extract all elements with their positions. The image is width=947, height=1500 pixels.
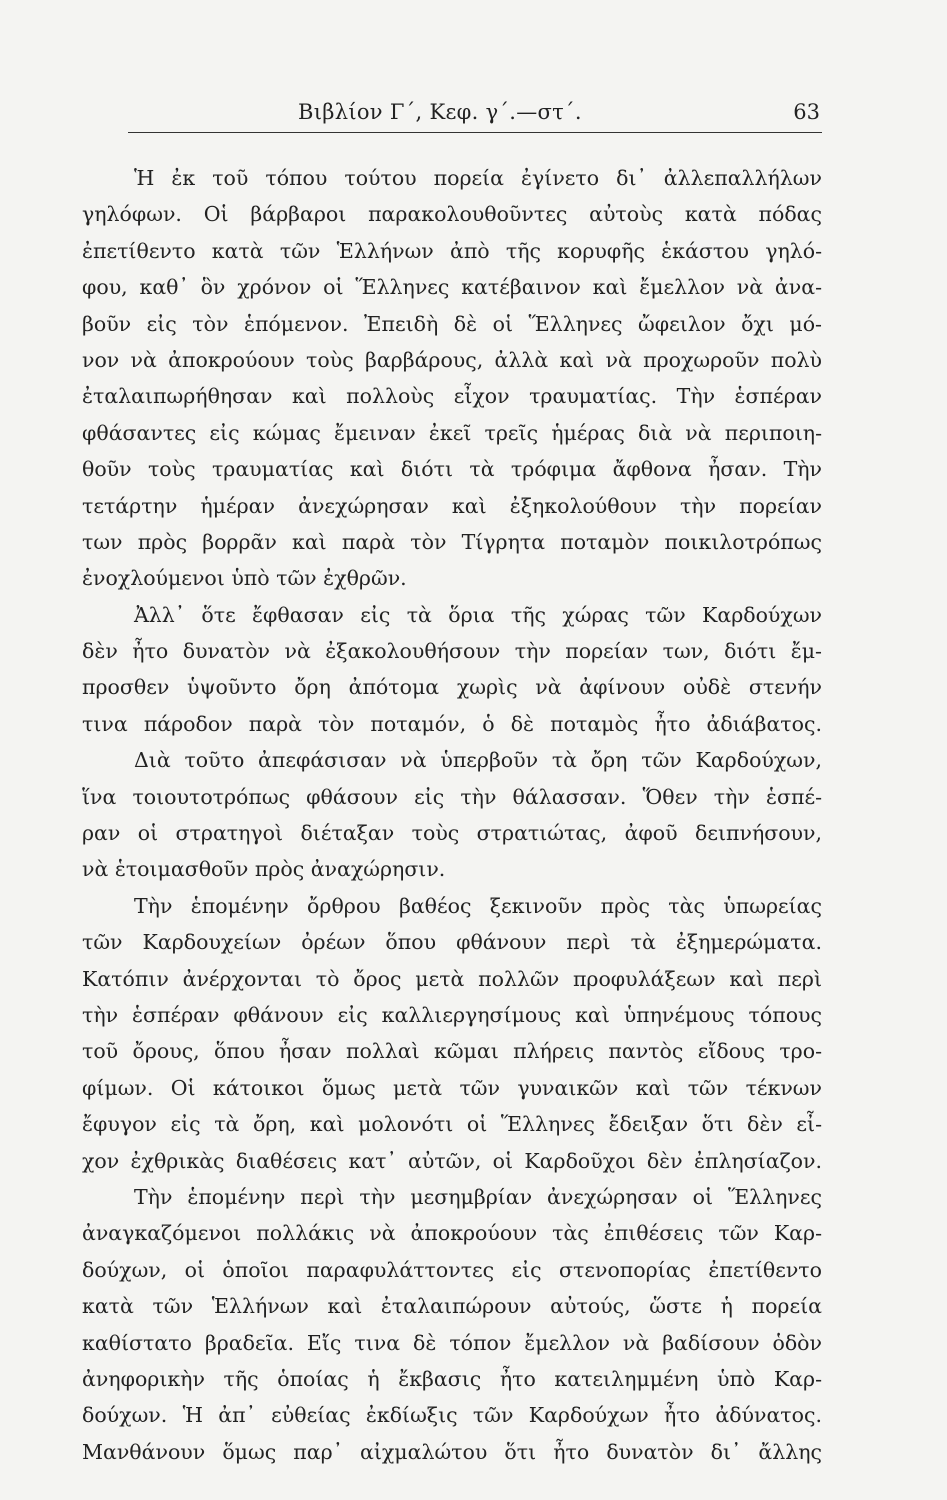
- text-line: ἐπετίθεντο κατὰ τῶν Ἑλλήνων ἀπὸ τῆς κορυφῆς ἑκάστου γηλό-: [82, 238, 822, 263]
- page-number: 63: [793, 100, 820, 124]
- text-line: τετάρτην ἡμέραν ἀνεχώρησαν καὶ ἐξηκολούθουν τὴν πορείαν: [82, 493, 822, 518]
- text-line: Ἡ ἐκ τοῦ τόπου τούτου πορεία ἐγίνετο δι᾽ ἀλλεπαλλήλων: [134, 166, 822, 190]
- text-line: νὰ ἑτοιμασθοῦν πρὸς ἀναχώρησιν.: [82, 857, 446, 882]
- text-line: τὴν ἑσπέραν φθάνουν εἰς καλλιεργησίμους καὶ ὑπηνέμους τόπους: [82, 1002, 822, 1027]
- text-line: Μανθάνουν ὅμως παρ᾽ αἰχμαλώτου ὅτι ἦτο δυνατὸν δι᾽ ἄλλης: [82, 1439, 822, 1464]
- body-text: [82, 160, 822, 1470]
- text-line: ραν οἱ στρατηγοὶ διέταξαν τοὺς στρατιώτας, ἀφοῦ δειπνήσουν,: [82, 821, 822, 846]
- text-line: Ἀλλ᾽ ὅτε ἔφθασαν εἰς τὰ ὅρια τῆς χώρας τῶν Καρδούχων: [134, 602, 822, 627]
- running-head: Βιβλίον Γ΄, Κεφ. γ΄.—στ΄.: [298, 100, 582, 124]
- text-line: τινα πάροδον παρὰ τὸν ποταμόν, ὁ δὲ ποταμὸς ἦτο ἀδιάβατος.: [82, 711, 822, 736]
- text-line: ἔφυγον εἰς τὰ ὄρη, καὶ μολονότι οἱ Ἕλληνες ἔδειξαν ὅτι δὲν εἶ-: [82, 1112, 822, 1137]
- text-line: τῶν Καρδουχείων ὀρέων ὅπου φθάνουν περὶ τὰ ἐξημερώματα.: [82, 930, 822, 955]
- text-line: δούχων, οἱ ὁποῖοι παραφυλάττοντες εἰς στενοπορίας ἐπετίθεντο: [82, 1257, 822, 1282]
- text-line: ἵνα τοιουτοτρόπως φθάσουν εἰς τὴν θάλασσαν. Ὅθεν τὴν ἑσπέ-: [82, 784, 822, 809]
- text-line: φίμων. Οἱ κάτοικοι ὅμως μετὰ τῶν γυναικῶν καὶ τῶν τέκνων: [82, 1075, 822, 1100]
- text-line: νον νὰ ἀποκρούουν τοὺς βαρβάρους, ἀλλὰ καὶ νὰ προχωροῦν πολὺ: [82, 347, 822, 372]
- text-line: γηλόφων. Οἱ βάρβαροι παρακολουθοῦντες αὐτοὺς κατὰ πόδας: [82, 202, 822, 227]
- text-line: δούχων. Ἡ ἀπ᾽ εὐθείας ἐκδίωξις τῶν Καρδούχων ἦτο ἀδύνατος.: [82, 1403, 822, 1428]
- text-line: Κατόπιν ἀνέρχονται τὸ ὄρος μετὰ πολλῶν προφυλάξεων καὶ περὶ: [82, 966, 822, 991]
- page-header: [128, 100, 822, 133]
- text-line: δὲν ἦτο δυνατὸν νὰ ἐξακολουθήσουν τὴν πορείαν των, διότι ἔμ-: [82, 639, 822, 664]
- text-line: ἀναγκαζόμενοι πολλάκις νὰ ἀποκρούουν τὰς ἐπιθέσεις τῶν Καρ-: [82, 1221, 822, 1246]
- text-line: χον ἐχθρικὰς διαθέσεις κατ᾽ αὐτῶν, οἱ Καρδοῦχοι δὲν ἐπλησίαζον.: [82, 1148, 822, 1173]
- text-line: θοῦν τοὺς τραυματίας καὶ διότι τὰ τρόφιμα ἄφθονα ἦσαν. Τὴν: [82, 457, 822, 482]
- text-line: Τὴν ἑπομένην ὄρθρου βαθέος ξεκινοῦν πρὸς τὰς ὑπωρείας: [134, 893, 822, 918]
- text-line: ἐταλαιπωρήθησαν καὶ πολλοὺς εἶχον τραυματίας. Τὴν ἑσπέραν: [82, 384, 822, 409]
- text-line: Τὴν ἑπομένην περὶ τὴν μεσημβρίαν ἀνεχώρησαν οἱ Ἕλληνες: [134, 1184, 822, 1209]
- text-line: προσθεν ὑψοῦντο ὄρη ἀπότομα χωρὶς νὰ ἀφίνουν οὐδὲ στενήν: [82, 675, 822, 700]
- text-line: φου, καθ᾽ ὃν χρόνον οἱ Ἕλληνες κατέβαινον καὶ ἔμελλον νὰ ἀνα-: [82, 275, 822, 300]
- text-line: ἀνηφορικὴν τῆς ὁποίας ἡ ἔκβασις ἦτο κατειλημμένη ὑπὸ Καρ-: [82, 1366, 822, 1391]
- text-line: Διὰ τοῦτο ἀπεφάσισαν νὰ ὑπερβοῦν τὰ ὄρη τῶν Καρδούχων,: [134, 748, 822, 773]
- text-line: των πρὸς βορρᾶν καὶ παρὰ τὸν Τίγρητα ποταμὸν ποικιλοτρόπως: [82, 529, 822, 554]
- text-line: κατὰ τῶν Ἑλλήνων καὶ ἐταλαιπώρουν αὐτούς, ὥστε ἡ πορεία: [82, 1294, 822, 1319]
- text-line: φθάσαντες εἰς κώμας ἔμειναν ἐκεῖ τρεῖς ἡμέρας διὰ νὰ περιποιη-: [82, 420, 822, 445]
- text-line: καθίστατο βραδεῖα. Εἴς τινα δὲ τόπον ἔμελλον νὰ βαδίσουν ὁδὸν: [82, 1330, 822, 1355]
- text-line: τοῦ ὄρους, ὅπου ἦσαν πολλαὶ κῶμαι πλήρεις παντὸς εἴδους τρο-: [82, 1039, 822, 1064]
- text-line: ἐνοχλούμενοι ὑπὸ τῶν ἐχθρῶν.: [82, 566, 407, 591]
- text-line: βοῦν εἰς τὸν ἑπόμενον. Ἐπειδὴ δὲ οἱ Ἕλληνες ὤφειλον ὄχι μό-: [82, 311, 822, 336]
